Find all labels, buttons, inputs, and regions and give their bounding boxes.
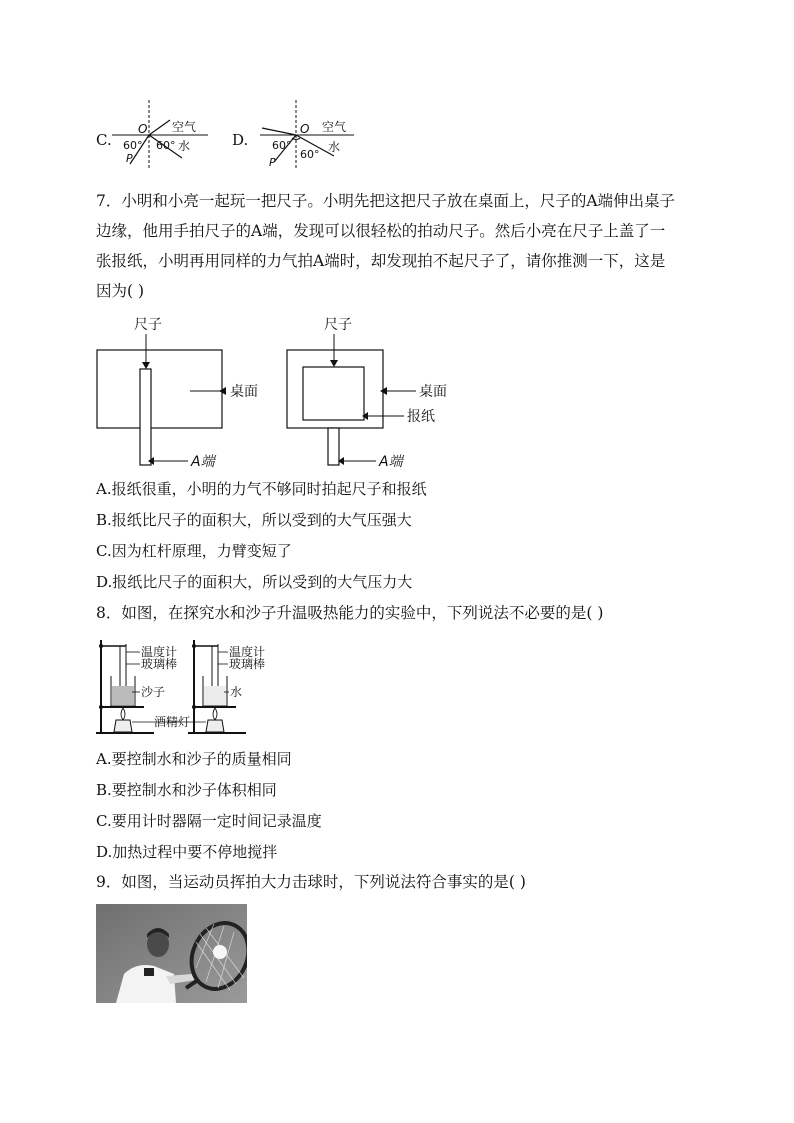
point-p: P [126, 152, 133, 165]
q7-line-3: 张报纸，小明再用同样的力气拍A端时，却发现拍不起尺子了，请你推测一下，这是 [96, 252, 666, 270]
label-sand: 沙子 [141, 685, 166, 699]
q7-line-4: 因为( ) [96, 282, 145, 300]
label-thermometer-right: 温度计 [229, 645, 266, 659]
q6-option-d-diagram [258, 100, 354, 170]
q7-stem [96, 186, 706, 306]
label-a-end: A端 [191, 454, 215, 470]
q7-line-1: 7．小明和小亮一起玩一把尺子。小明先把这把尺子放在桌面上，尺子的A端伸出桌子 [96, 192, 676, 210]
label-newspaper: 报纸 [407, 409, 435, 425]
label-air: 空气 [322, 120, 347, 134]
label-alcohol-lamp: 酒精灯 [154, 715, 191, 729]
label-table: 桌面 [230, 384, 258, 400]
label-table: 桌面 [419, 384, 447, 400]
q7-option-b: B.报纸比尺子的面积大，所以受到的大气压强大 [96, 511, 412, 529]
label-ruler: 尺子 [134, 317, 162, 333]
angle-right: 60° [300, 148, 320, 161]
angle-right: 60° [156, 139, 176, 152]
label-water: 水 [328, 140, 341, 154]
label-glass-rod-left: 玻璃棒 [141, 657, 178, 671]
label-water: 水 [230, 685, 243, 699]
q7-figure-left [96, 312, 276, 472]
q7-option-d: D.报纸比尺子的面积大，所以受到的大气压力大 [96, 573, 413, 591]
q8-option-b: B.要控制水和沙子体积相同 [96, 781, 277, 799]
sand-fill [112, 686, 134, 705]
label-a-end: A端 [379, 454, 403, 470]
ruler [140, 369, 151, 465]
point-o: O [138, 122, 148, 136]
q8-figure [96, 636, 276, 740]
alcohol-lamp [206, 720, 224, 732]
q7-line-2: 边缘，他用手拍尺子的A端，发现可以很轻松的拍动尺子。然后小亮在尺子上盖了一 [96, 222, 666, 240]
ray-incident [262, 128, 296, 135]
q7-figure-right [286, 312, 466, 472]
alcohol-lamp [114, 720, 132, 732]
q9-stem: 9．如图，当运动员挥拍大力击球时，下列说法符合事实的是( ) [96, 873, 526, 891]
q6-option-c-diagram [112, 100, 208, 170]
angle-left: 60° [272, 139, 292, 152]
label-thermometer-left: 温度计 [141, 645, 178, 659]
label-water: 水 [178, 139, 191, 153]
ray-air [149, 120, 170, 135]
label-air: 空气 [172, 120, 197, 134]
q7-option-c: C.因为杠杆原理，力臂变短了 [96, 542, 292, 560]
tennis-ball [213, 945, 227, 959]
q6-option-d-label: D. [232, 131, 249, 149]
water-fill [204, 686, 226, 705]
newspaper [303, 367, 364, 420]
q8-option-c: C.要用计时器隔一定时间记录温度 [96, 812, 322, 830]
point-o: O [300, 122, 310, 136]
label-ruler: 尺子 [324, 317, 352, 333]
q8-option-d: D.加热过程中要不停地搅拌 [96, 843, 278, 861]
q7-option-a: A.报纸很重，小明的力气不够同时拍起尺子和报纸 [96, 480, 427, 498]
angle-left: 60° [123, 139, 143, 152]
point-p: P [269, 156, 276, 169]
q9-tennis-photo [96, 904, 247, 1003]
q6-option-c-label: C. [96, 131, 112, 149]
label-glass-rod-right: 玻璃棒 [229, 657, 266, 671]
q8-stem: 8．如图，在探究水和沙子升温吸热能力的实验中，下列说法不必要的是( ) [96, 604, 604, 622]
table-surface [97, 350, 222, 428]
q8-option-a: A.要控制水和沙子的质量相同 [96, 750, 292, 768]
ruler [328, 428, 339, 465]
